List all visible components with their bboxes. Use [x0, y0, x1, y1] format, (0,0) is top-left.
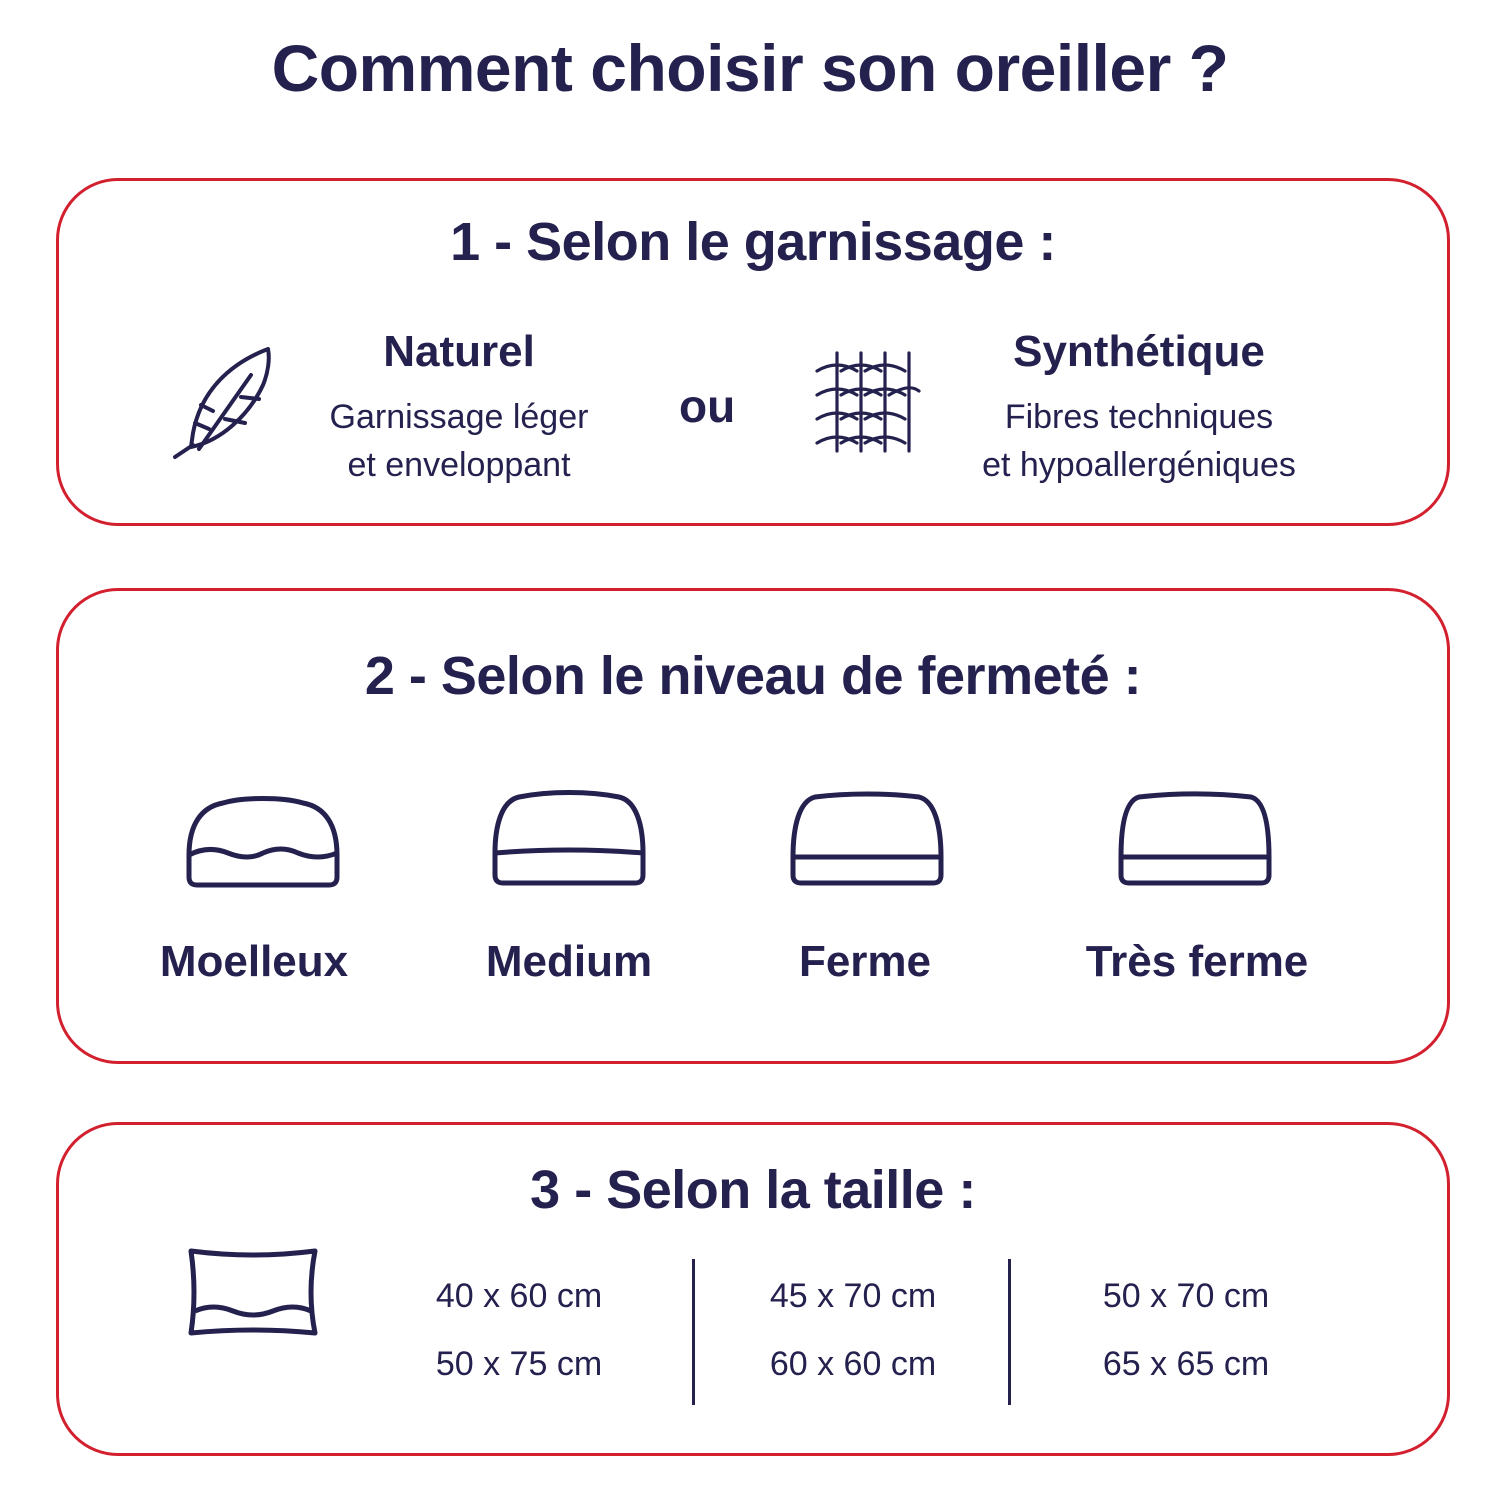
synthetic-desc-line2: et hypoallergéniques	[982, 446, 1296, 484]
firmness-label-soft: Moelleux	[159, 937, 349, 986]
size-col1-row1: 40 x 60 cm	[435, 1277, 603, 1315]
section-firmness	[56, 588, 1450, 1064]
section-size-title: 3 - Selon la taille :	[530, 1160, 976, 1220]
firmness-label-very-firm: Très ferme	[1085, 937, 1309, 986]
natural-desc-line2: et enveloppant	[347, 446, 571, 484]
section-filling	[56, 178, 1450, 526]
size-col2-row1: 45 x 70 cm	[769, 1277, 937, 1315]
synthetic-desc-line1: Fibres techniques	[1004, 398, 1274, 436]
section-size	[56, 1122, 1450, 1456]
natural-desc-line1: Garnissage léger	[329, 398, 589, 436]
pillow-soft-icon	[183, 795, 343, 891]
size-divider-1	[692, 1259, 695, 1405]
pillow-firm-icon	[787, 787, 947, 887]
pillow-very-firm-icon	[1115, 787, 1275, 887]
size-divider-2	[1008, 1259, 1011, 1405]
page-title: Comment choisir son oreiller ?	[271, 31, 1229, 105]
synthetic-title: Synthétique	[1013, 327, 1265, 376]
natural-title: Naturel	[383, 327, 535, 376]
size-col3-row2: 65 x 65 cm	[1102, 1345, 1270, 1383]
feather-icon	[171, 345, 281, 461]
fibers-icon	[811, 351, 921, 455]
firmness-label-medium: Medium	[485, 937, 653, 986]
or-label: ou	[679, 380, 736, 432]
firmness-label-firm: Ferme	[798, 937, 932, 986]
size-col2-row2: 60 x 60 cm	[769, 1345, 937, 1383]
pillow-icon	[183, 1247, 323, 1339]
size-col1-row2: 50 x 75 cm	[435, 1345, 603, 1383]
section-firmness-title: 2 - Selon le niveau de fermeté :	[364, 646, 1142, 706]
pillow-medium-icon	[489, 787, 649, 887]
size-col3-row1: 50 x 70 cm	[1102, 1277, 1270, 1315]
section-filling-title: 1 - Selon le garnissage :	[450, 212, 1056, 272]
